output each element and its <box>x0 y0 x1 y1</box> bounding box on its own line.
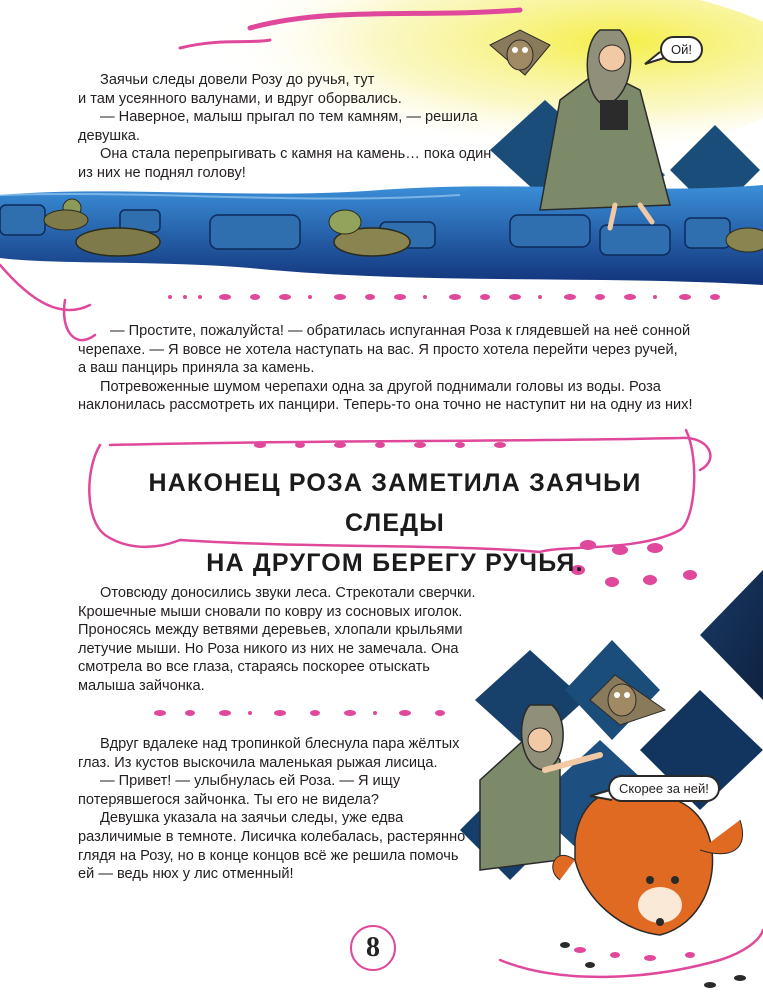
text-line: — Наверное, малыш прыгал по тем камням, — решила <box>100 109 478 126</box>
speech-bubble-bottom <box>608 775 720 802</box>
banner-heading <box>120 463 670 583</box>
text-line: потерявшегося зайчонка. Ты его не видела? <box>78 791 379 808</box>
banner-heading-line-2: НА ДРУГОМ БЕРЕГУ РУЧЬЯ. <box>206 549 584 577</box>
text-line: Девушка указала на заячьи следы, уже едва <box>100 810 404 827</box>
speech-bubble-top-text: Ой! <box>671 42 692 57</box>
shadow-footprints <box>560 942 746 988</box>
text-line: девушка. <box>78 127 140 144</box>
page-number: 8 <box>366 932 380 963</box>
top-story-paragraph <box>78 71 491 183</box>
text-line: из них не поднял голову! <box>78 164 246 181</box>
speech-bubble-bottom-text: Скорее за ней! <box>619 781 709 796</box>
text-line: смотрела во все глаза, стараясь поскорее отыскать <box>78 659 430 676</box>
dotted-divider-mid <box>154 710 445 716</box>
text-line: черепахе. — Я вовсе не хотела наступать на вас. Я просто хотела перейти через ручей, <box>78 341 678 358</box>
pink-swirl-bottom <box>500 930 763 977</box>
text-line: различимые в темноте. Лисичка колебалась, растерянно <box>78 828 466 845</box>
text-line: малыша зайчонка. <box>78 677 205 694</box>
text-line: ей — ведь нюх у лис отменный! <box>78 866 294 883</box>
text-line: Потревоженные шумом черепахи одна за другой поднимали головы из воды. Роза <box>100 378 661 395</box>
speech-bubble-top <box>660 36 703 63</box>
text-line: — Простите, пожалуйста! — обратилась испуганная Роза к глядевшей на неё сонной <box>110 323 691 339</box>
text-line: — Привет! — улыбнулась ей Роза. — Я ищу <box>100 773 401 790</box>
forest-story-paragraph <box>78 584 476 696</box>
turtle-right <box>726 228 763 252</box>
text-line: и там усеянного валунами, и вдруг оборвались. <box>78 90 402 107</box>
text-line: летучие мыши. Но Роза никого из них не замечала. Она <box>78 640 459 657</box>
text-line: а ваш панцирь приняла за камень. <box>78 360 315 377</box>
text-line: Проносясь между ветвями деревьев, хлопали крыльями <box>78 622 463 639</box>
dotted-border-top <box>168 294 720 300</box>
text-line: Отовсюду доносились звуки леса. Стрекотали сверчки. <box>100 585 476 601</box>
turtle-story-paragraph <box>78 322 693 415</box>
banner-heading-line-1: НАКОНЕЦ РОЗА ЗАМЕТИЛА ЗАЯЧЬИ СЛЕДЫ <box>148 469 642 537</box>
text-line: Крошечные мыши сновали по ковру из сосновых иголок. <box>78 603 463 620</box>
dotted-border-bottom <box>574 947 695 961</box>
text-line: глядя на Розу, но в конце концов всё же решила помочь <box>78 847 459 864</box>
fox-story-paragraph <box>78 735 465 884</box>
text-line: Она стала перепрыгивать с камня на камень… пока один <box>100 146 492 163</box>
text-line: глаз. Из кустов выскочила маленькая рыжая лисица. <box>78 754 438 771</box>
text-line: Вдруг вдалеке над тропинкой блеснула пара жёлтых <box>100 736 460 752</box>
text-line: наклонилась рассмотреть их панцири. Теперь-то она точно не наступит ни на одну из них! <box>78 397 693 414</box>
text-line: Заячьи следы довели Розу до ручья, тут <box>100 72 375 88</box>
